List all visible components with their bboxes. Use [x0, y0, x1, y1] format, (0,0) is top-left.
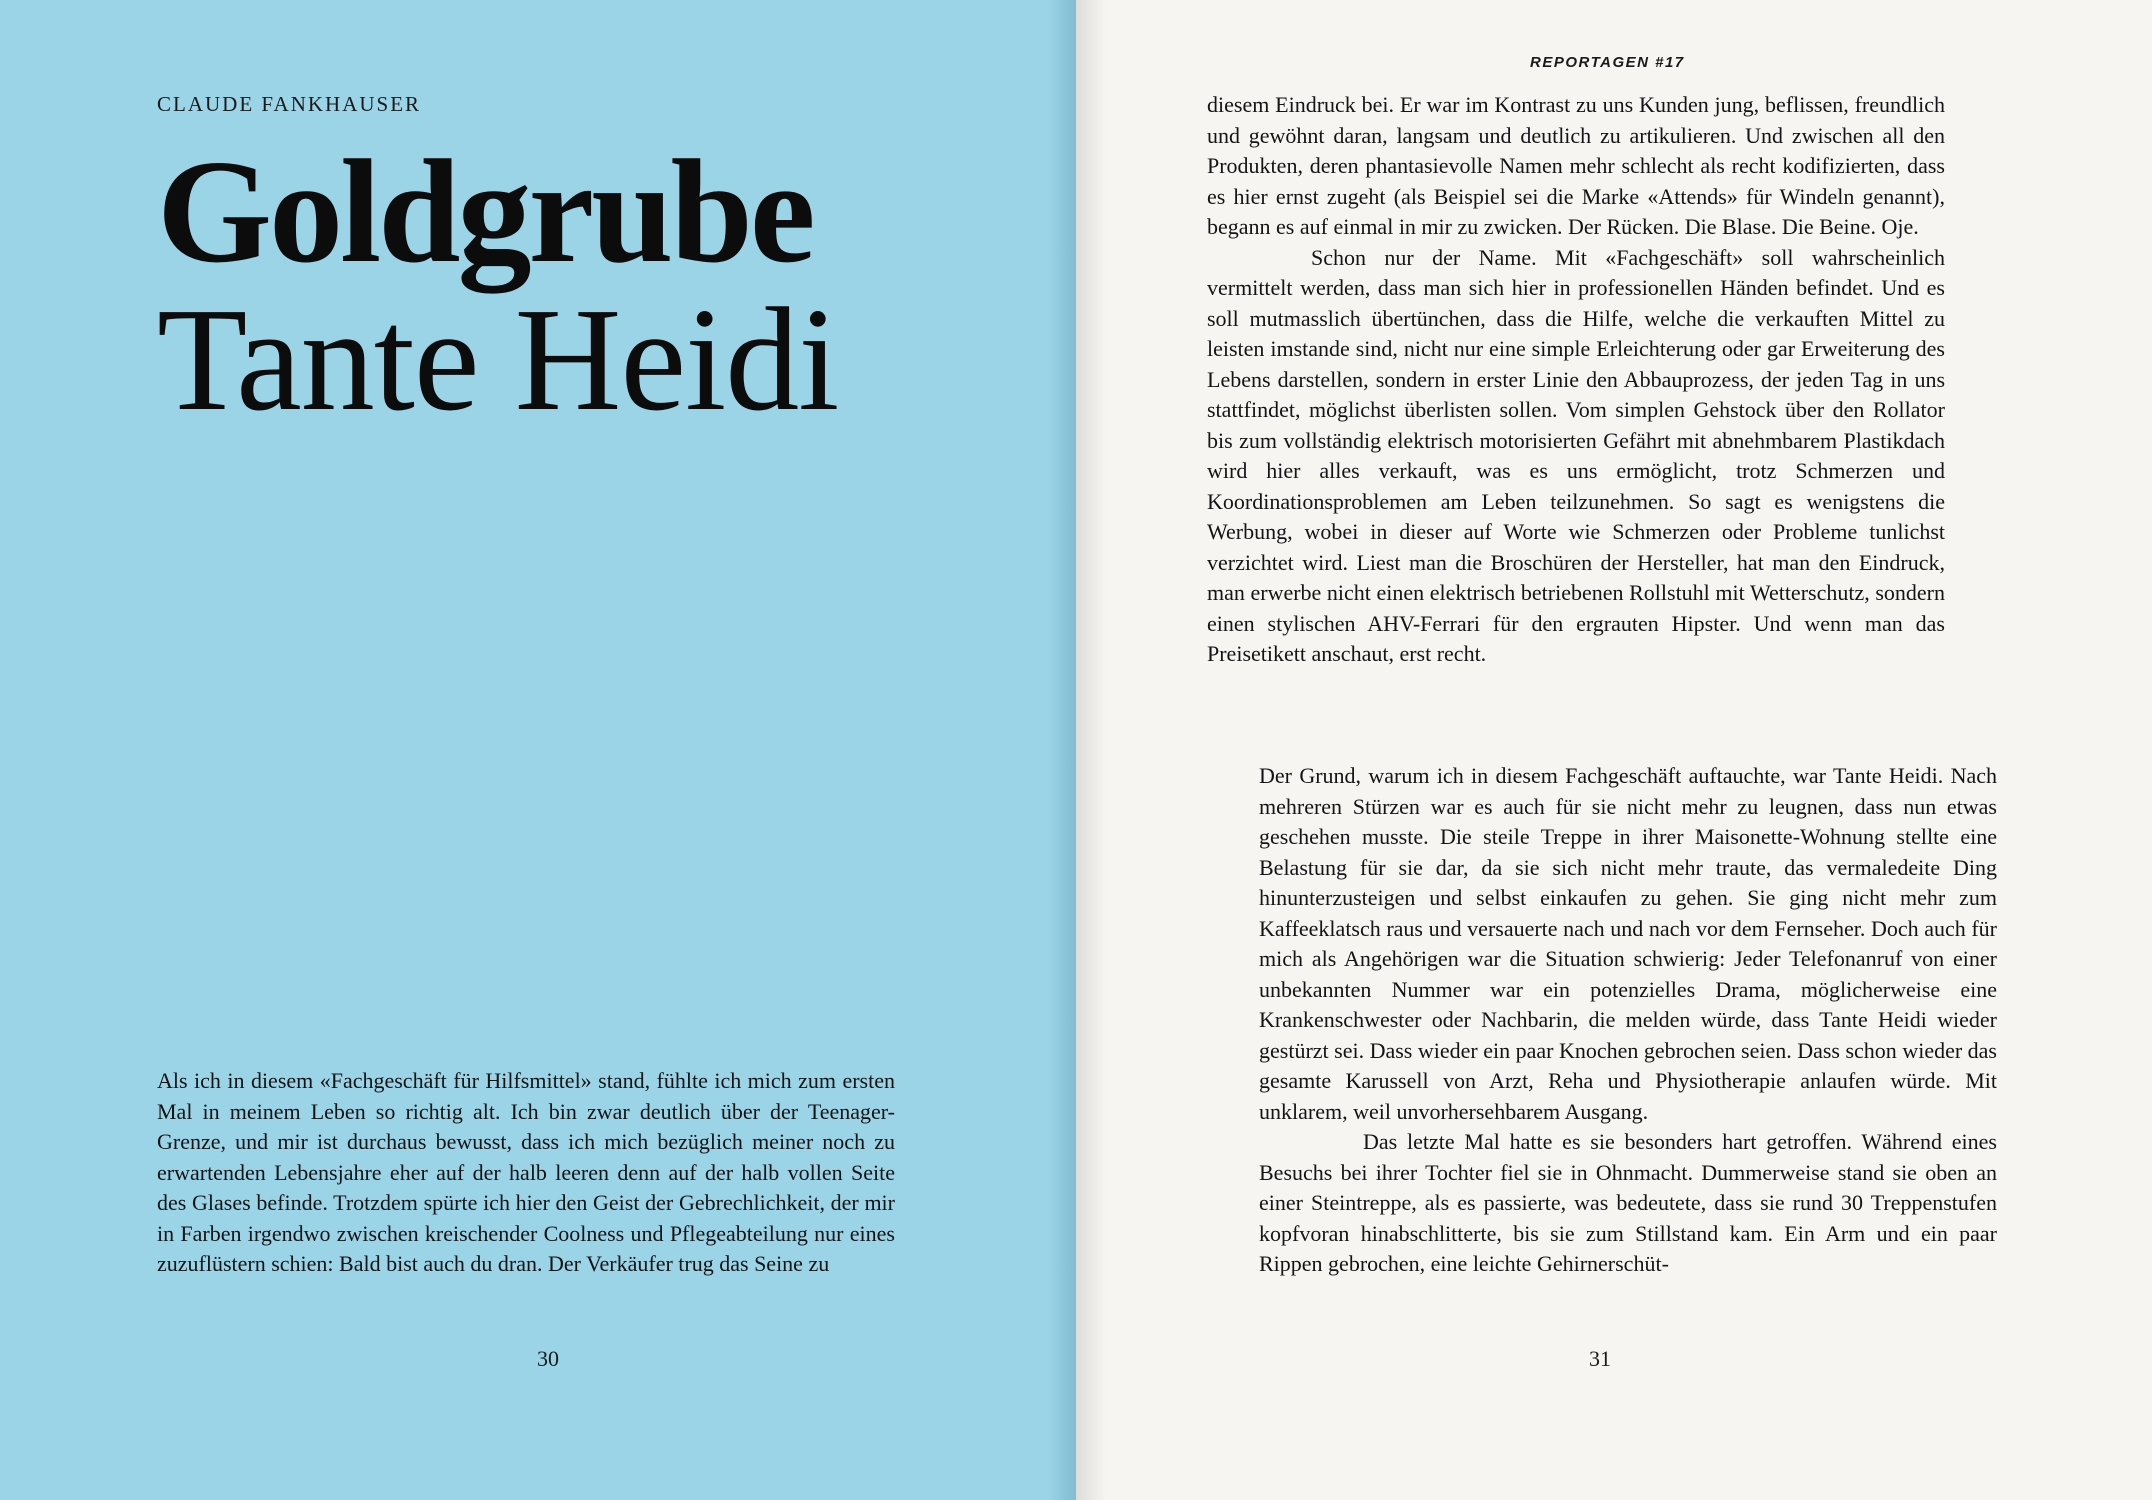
paragraph: Das letzte Mal hatte es sie besonders hart getroffen. Während eines Besuchs bei ihrer Tochter fiel sie in Ohnmacht. Dummerweise stand sie oben an einer Steintreppe, als es passierte, was bedeutete, dass sie rund 30 Treppenstufen kopfvoran hinabschlitterte, bis sie zum Stillstand kam. Ein Arm und ein paar Rippen gebrochen, eine leichte Gehirnerschüt-	[1259, 1129, 1997, 1276]
text-block-1	[1207, 90, 1945, 670]
author-name: CLAUDE FANKHAUSER	[157, 92, 422, 116]
page-number-right: 31	[1589, 1346, 1611, 1371]
paragraph: Schon nur der Name. Mit «Fachgeschäft» soll wahrscheinlich vermittelt werden, dass man sich hier in professionellen Händen befindet. Und es soll mutmasslich übertünchen, dass die Hilfe, welche die verkauften Mittel zu leisten imstande sind, nicht nur eine simple Erleichterung oder gar Erweiterung des Lebens darstellen, sondern in erster Linie den Abbauprozess, der jeden Tag in uns stattfindet, möglichst überlisten sollen. Vom simplen Gehstock über den Rollator bis zum vollständig elektrisch motorisierten Gefährt mit abnehmbarem Plastikdach wird hier alles verkauft, was es uns ermöglicht, trotz Schmerzen und Koordinationsproblemen am Leben teilzunehmen. So sagt es wenigstens die Werbung, wobei in dieser auf Worte wie Schmerzen oder Probleme tunlichst verzichtet wird. Liest man die Broschüren der Hersteller, hat man den Eindruck, man erwerbe nicht einen elektrisch betriebenen Rollstuhl mit Wetterschutz, sondern einen stylischen AHV-Ferrari für den ergrauten Hipster. Und wenn man das Preisetikett anschaut, erst recht.	[1207, 244, 1945, 666]
title-line-1: Goldgrube	[157, 130, 813, 294]
running-head: REPORTAGEN #17	[1530, 54, 1685, 71]
intro-paragraph: Als ich in diesem «Fachgeschäft für Hilfsmittel» stand, fühlte ich mich zum ersten Mal in meinem Leben so richtig alt. Ich bin zwar deutlich über der Teenager-Grenze, und mir ist durchaus bewusst, dass ich mich bezüglich meiner noch zu erwartenden Lebensjahre eher auf der halb leeren denn auf der halb vollen Seite des Glases befinde. Trotzdem spürte ich hier den Geist der Gebrechlichkeit, der mir in Farben irgendwo zwischen kreischender Coolness und Pflegeabteilung nur eines zuzuflüstern schien: Bald bist auch du dran. Der Verkäufer trug das Seine zu	[157, 1068, 895, 1276]
page-number-left: 30	[537, 1346, 559, 1371]
article-title	[157, 130, 839, 442]
paragraph: Der Grund, warum ich in diesem Fachgeschäft auftauchte, war Tante Heidi. Nach mehreren Stürzen war es auch für sie nicht mehr zu leugnen, dass nun etwas geschehen musste. Die steile Treppe in ihrer Maisonette-Wohnung stellte eine Belastung für sie dar, da sie sich nicht mehr traute, das vermaledeite Ding hinunterzusteigen und selbst einkaufen zu gehen. Sie ging nicht mehr zum Kaffeeklatsch raus und versauerte nach und nach vor dem Fernseher. Doch auch für mich als Angehörigen war die Situation schwierig: Jeder Telefonanruf von einer unbekannten Nummer war ein potenzielles Drama, möglicherweise eine Krankenschwester oder Nachbarin, die melden würde, dass Tante Heidi wieder gestürzt sei. Dass wieder ein paar Knochen gebrochen seien. Dass schon wieder das gesamte Karussell von Arzt, Reha und Physiotherapie anlaufen würde. Mit unklarem, weil unvorhersehbarem Ausgang.	[1259, 763, 1997, 1124]
paragraph: diesem Eindruck bei. Er war im Kontrast zu uns Kunden jung, beflissen, freundlich und gewöhnt daran, langsam und deutlich zu artikulieren. Und zwischen all den Produkten, deren phantasievolle Namen mehr schlecht als recht kodifizierten, dass es hier ernst zugeht (als Beispiel sei die Marke «Attends» für Windeln genannt), begann es auf einmal in mir zu zwicken. Der Rücken. Die Blase. Die Beine. Oje.	[1207, 92, 1945, 239]
title-line-2: Tante Heidi	[157, 278, 839, 442]
right-page	[1076, 0, 2152, 1500]
text-block-2	[1259, 761, 1997, 1280]
